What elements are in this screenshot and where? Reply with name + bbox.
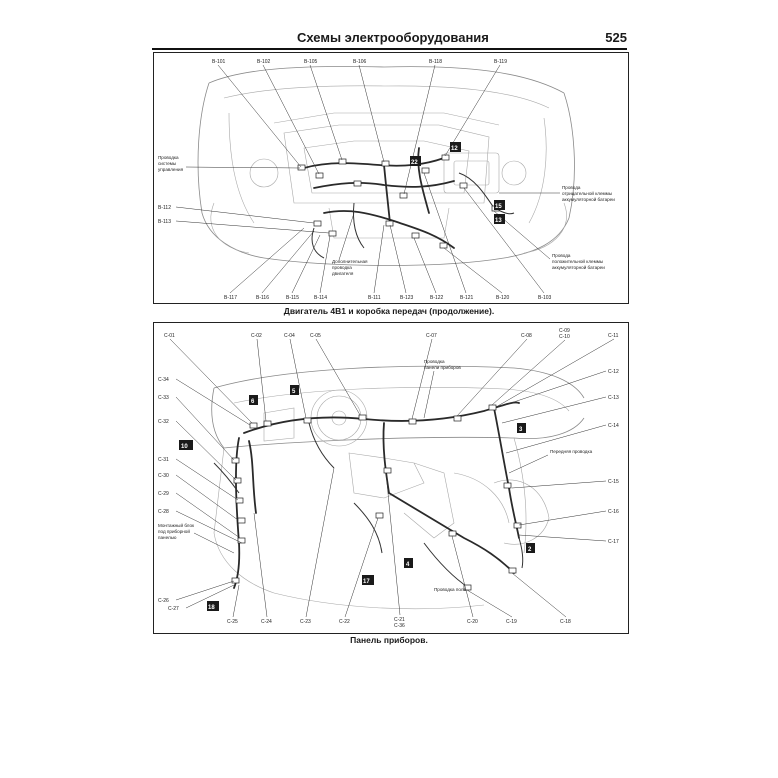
badge-13: 13 xyxy=(495,218,502,224)
note-control-2: системы xyxy=(158,161,177,166)
note-pos-1: Провода xyxy=(552,253,571,258)
note-mount-2: под приборной xyxy=(158,529,190,534)
badge-17: 17 xyxy=(363,579,370,585)
badge-5: 5 xyxy=(292,389,296,395)
label-b101: B-101 xyxy=(212,59,226,65)
label-c30: C-30 xyxy=(158,473,169,479)
note-neg-1: Провода xyxy=(562,185,581,190)
engine-wiring-diagram xyxy=(153,52,629,304)
label-c20: C-20 xyxy=(467,619,478,625)
label-c32: C-32 xyxy=(158,419,169,425)
note-neg-3: аккумуляторной батареи xyxy=(562,197,615,202)
label-c33: C-33 xyxy=(158,395,169,401)
label-b111: B-111 xyxy=(368,295,381,301)
right-battery-notes xyxy=(494,185,615,270)
page-number: 525 xyxy=(605,30,627,45)
label-b105: B-105 xyxy=(304,59,318,65)
label-b113: B-113 xyxy=(158,219,171,225)
label-c08: C-08 xyxy=(521,333,532,339)
label-b106: B-106 xyxy=(353,59,367,65)
label-b120: B-120 xyxy=(496,295,510,301)
label-c12: C-12 xyxy=(608,369,619,375)
note-neg-2: отрицательной клеммы xyxy=(562,191,613,196)
label-c21: C-21 xyxy=(394,617,405,623)
note-pos-2: положительной клеммы xyxy=(552,259,604,264)
label-c18: C-18 xyxy=(560,619,571,625)
label-c16: C-16 xyxy=(608,509,619,515)
note-instr-1: Проводка xyxy=(424,359,445,364)
label-b117: B-117 xyxy=(224,295,237,301)
label-c31: C-31 xyxy=(158,457,169,463)
label-b122: B-122 xyxy=(430,295,444,301)
label-c22: C-22 xyxy=(339,619,350,625)
instrument-panel-illustration xyxy=(154,323,628,633)
engine-bay-illustration xyxy=(154,53,628,303)
note-floor-1: Проводка пола xyxy=(434,587,467,592)
label-b119: B-119 xyxy=(494,59,507,65)
label-c25: C-25 xyxy=(227,619,238,625)
label-c26: C-26 xyxy=(158,598,169,604)
instrument-panel-connectors xyxy=(232,405,521,590)
label-c19: C-19 xyxy=(506,619,517,625)
note-mount-3: панелью xyxy=(158,535,177,540)
note-mount-1: Монтажный блок xyxy=(158,523,195,528)
label-c36: C-36 xyxy=(394,623,405,629)
note-front-1: Передняя проводка xyxy=(550,449,593,454)
engine-connectors xyxy=(298,155,499,248)
label-c02: C-02 xyxy=(251,333,262,339)
label-c27: C-27 xyxy=(168,606,179,612)
badge-2: 2 xyxy=(528,547,532,553)
label-c14: C-14 xyxy=(608,423,619,429)
label-b114: B-114 xyxy=(314,295,327,301)
label-b118: B-118 xyxy=(429,59,442,65)
note-eng-2: проводка xyxy=(332,265,352,270)
badge-22: 22 xyxy=(411,160,418,166)
label-b112: B-112 xyxy=(158,205,171,211)
badge-6: 6 xyxy=(251,399,255,405)
label-b102: B-102 xyxy=(257,59,271,65)
label-c24: C-24 xyxy=(261,619,272,625)
bottom-connector-labels xyxy=(224,173,552,301)
label-c15: C-15 xyxy=(608,479,619,485)
note-eng-3: двигателя xyxy=(332,271,354,276)
label-c17: C-17 xyxy=(608,539,619,545)
label-c01: C-01 xyxy=(164,333,175,339)
label-b121: B-121 xyxy=(460,295,474,301)
label-c04: C-04 xyxy=(284,333,295,339)
badge-18: 18 xyxy=(208,605,215,611)
badge-4: 4 xyxy=(406,562,410,568)
instrument-diagram-caption: Панель приборов. xyxy=(350,635,428,645)
note-instr-2: панели приборов xyxy=(424,365,461,370)
label-c10: C-10 xyxy=(559,334,570,340)
note-eng-1: Дополнительная xyxy=(332,259,368,264)
badge-12: 12 xyxy=(451,146,458,152)
instrument-panel-diagram xyxy=(153,322,629,634)
badge-15: 15 xyxy=(495,204,502,210)
label-c28: C-28 xyxy=(158,509,169,515)
label-c29: C-29 xyxy=(158,491,169,497)
engine-diagram-caption: Двигатель 4В1 и коробка передач (продолжение). xyxy=(283,306,495,316)
page-header xyxy=(152,28,627,50)
label-c05: C-05 xyxy=(310,333,321,339)
badge-10: 10 xyxy=(181,444,188,450)
label-c23: C-23 xyxy=(300,619,311,625)
note-control-1: Проводка xyxy=(158,155,179,160)
label-b115: B-115 xyxy=(286,295,299,301)
top-badges xyxy=(410,142,505,224)
note-control-3: управления xyxy=(158,167,184,172)
label-c07: C-07 xyxy=(426,333,437,339)
label-c13: C-13 xyxy=(608,395,619,401)
label-b103: B-103 xyxy=(538,295,552,301)
top-connector-labels xyxy=(212,59,507,194)
page-title: Схемы электрооборудования xyxy=(297,30,489,45)
c-top-labels xyxy=(164,328,619,423)
dashboard-outline xyxy=(212,366,584,609)
label-b116: B-116 xyxy=(256,295,269,301)
engine-extra-note xyxy=(332,213,368,276)
badge-3: 3 xyxy=(519,427,523,433)
label-c09: C-09 xyxy=(559,328,570,334)
label-c34: C-34 xyxy=(158,377,169,383)
label-b123: B-123 xyxy=(400,295,414,301)
note-pos-3: аккумуляторной батареи xyxy=(552,265,605,270)
label-c11: C-11 xyxy=(608,333,619,339)
